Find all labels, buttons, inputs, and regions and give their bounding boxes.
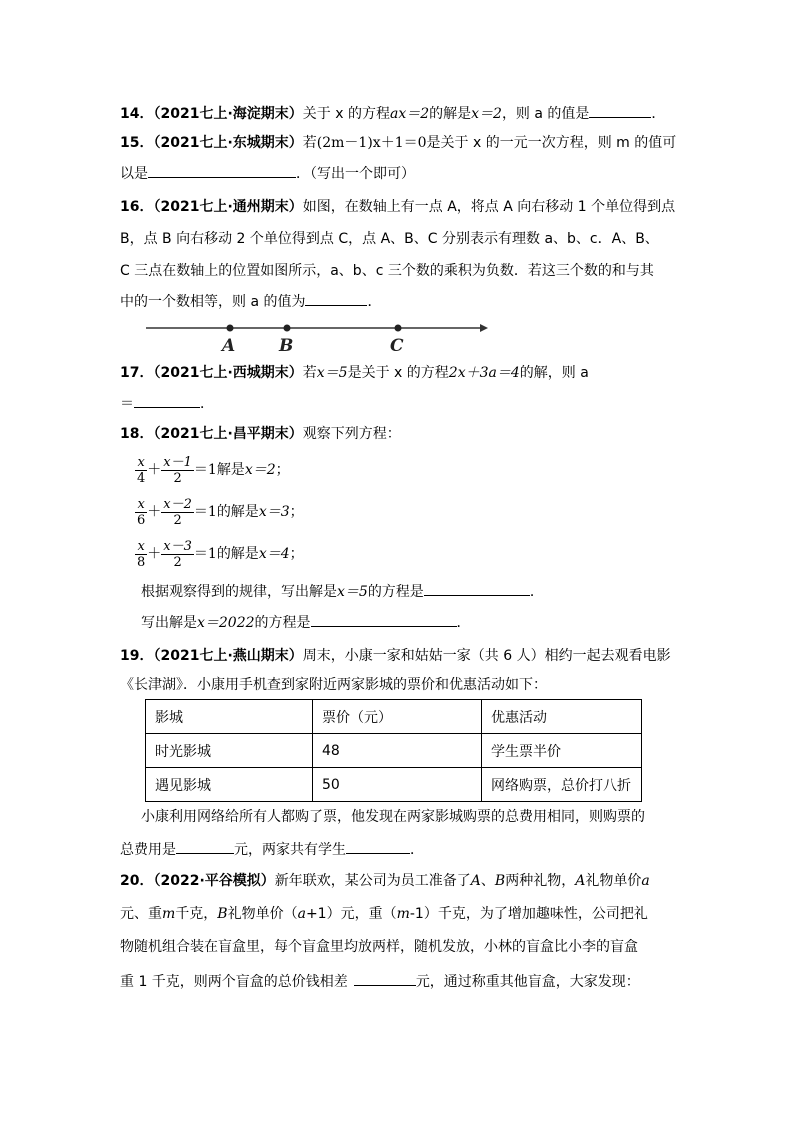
answer-blank[interactable] <box>148 163 296 178</box>
number-line-arrow-icon <box>480 324 488 332</box>
question-20-line-4 <box>120 971 640 992</box>
fraction: $\frac{x}{4}$ <box>137 454 146 486</box>
table-header-cell: 票价（元） <box>313 700 482 734</box>
fraction: $\frac{x-3}{2}$ <box>163 538 192 570</box>
fraction: $\frac{x-2}{2}$ <box>163 496 192 528</box>
math-expression: 2x＋3a＝4 <box>448 365 520 381</box>
math-expression: ax＝2 <box>389 106 430 122</box>
table-cell: 遇见影城 <box>146 768 313 802</box>
question-text: 的方程是 <box>254 615 311 631</box>
question-text: 两种礼物， <box>505 873 576 889</box>
question-source: （2022·平谷模拟） <box>153 873 275 889</box>
equation-2: $\frac{x}{6}$ ＋ $\frac{x-2}{2}$ ＝1的解是x＝3； <box>137 496 304 528</box>
question-text: 写出解是 <box>141 615 197 631</box>
question-text: 是关于 x 的一元一次方程，则 m 的值可 <box>426 135 677 151</box>
equals-sign: ＝ <box>120 396 134 412</box>
point-b-dot <box>284 325 291 332</box>
math-variable: a <box>297 906 306 922</box>
question-text: 千克， <box>175 906 218 922</box>
punctuation: ． <box>200 396 214 412</box>
question-source: （2021七上·海淀期末） <box>153 106 303 122</box>
question-text: 中的一个数相等，则 a 的值为 <box>120 294 306 310</box>
table-row <box>146 734 642 768</box>
table-cell: 时光影城 <box>146 734 313 768</box>
table-cell: 网络购票，总价打八折 <box>482 768 642 802</box>
punctuation: ． <box>456 615 471 631</box>
answer-blank[interactable] <box>305 291 367 306</box>
question-19-line-2: 《长津湖》．小康用手机查到家附近两家影城的票价和优惠活动如下： <box>120 677 547 693</box>
punctuation: ． <box>410 842 424 858</box>
equation-3: $\frac{x}{8}$ ＋ $\frac{x-3}{2}$ ＝1的解是x＝4； <box>137 538 304 570</box>
question-text: -1）千克，为了增加趣味性，公司把礼 <box>409 906 648 922</box>
question-number: 18． <box>120 426 154 442</box>
question-text: +1）元，重（ <box>305 906 397 922</box>
number-line-figure <box>140 316 500 358</box>
point-c-label: C <box>390 336 404 356</box>
question-number: 20． <box>120 873 154 889</box>
point-a-label: A <box>222 336 236 356</box>
table-header-cell: 影城 <box>146 700 313 734</box>
question-text: 根据观察得到的规律，写出解是 <box>141 584 337 600</box>
fraction: $\frac{x}{8}$ <box>137 538 146 570</box>
answer-blank[interactable] <box>589 103 651 118</box>
question-text: 若 <box>302 135 317 151</box>
question-18-ask-1 <box>141 581 544 602</box>
punctuation: ． <box>651 106 666 122</box>
math-variable: m <box>162 906 176 922</box>
table-row <box>146 768 642 802</box>
equation-1: $\frac{x}{4}$ ＋ $\frac{x-1}{2}$ ＝1解是x＝2； <box>137 454 290 486</box>
question-text: 观察下列方程： <box>302 426 401 442</box>
question-16-line-3: C 三点在数轴上的位置如图所示，a、b、c 三个数的乘积为负数．若这三个数的和与其 <box>120 263 654 279</box>
math-expression: x＝5 <box>337 584 368 600</box>
question-text: 元、重 <box>120 906 162 922</box>
question-18-ask-2 <box>141 612 471 633</box>
answer-blank[interactable] <box>311 612 457 627</box>
question-20-line-2 <box>120 904 648 924</box>
question-19-after-2 <box>120 839 424 860</box>
question-text: 的方程是 <box>367 584 424 600</box>
answer-blank[interactable] <box>354 971 416 986</box>
math-variable: B <box>494 873 506 889</box>
math-variable: A <box>470 873 481 889</box>
answer-blank[interactable] <box>424 581 530 596</box>
question-text: 、 <box>480 873 495 889</box>
math-expression: (2m－1)x＋1＝0 <box>316 135 427 151</box>
question-number: 17． <box>120 365 154 381</box>
question-18 <box>120 424 401 444</box>
question-text: 礼物单价 <box>585 873 642 889</box>
question-source: （2021七上·东城期末） <box>153 135 303 151</box>
question-text: 的解，则 a <box>519 365 589 381</box>
math-variable: A <box>575 873 586 889</box>
question-19-after-1: 小康利用网络给所有人都购了票，他发现在两家影城购票的总费用相同，则购票的 <box>141 809 645 825</box>
question-20 <box>120 871 650 891</box>
table-header-cell: 优惠活动 <box>482 700 642 734</box>
cinema-price-table <box>145 699 642 802</box>
fraction: $\frac{x-1}{2}$ <box>163 454 192 486</box>
question-text: 若 <box>302 365 317 381</box>
table-cell: 48 <box>313 734 482 768</box>
math-variable: B <box>217 906 228 922</box>
question-text: 如图，在数轴上有一点 A，将点 A 向右移动 1 个单位得到点 <box>302 199 676 215</box>
math-expression: x＝5 <box>316 365 348 381</box>
question-text: ，则 a 的值是 <box>501 106 590 122</box>
question-text: 总费用是 <box>120 842 176 858</box>
answer-blank[interactable] <box>176 839 234 854</box>
question-14 <box>120 103 665 124</box>
question-text: 以是 <box>120 166 148 182</box>
question-source: （2021七上·通州期末） <box>153 199 303 215</box>
question-text: 新年联欢，某公司为员工准备了 <box>274 873 471 889</box>
punctuation: ． <box>529 584 544 600</box>
question-text: ．（写出一个即可） <box>296 166 415 182</box>
fraction: $\frac{x}{6}$ <box>137 496 146 528</box>
question-19 <box>120 646 671 666</box>
question-16-line-4 <box>120 291 381 312</box>
question-text: 重 1 千克，则两个盲盒的总价钱相差 <box>120 974 348 990</box>
question-number: 19． <box>120 648 154 664</box>
question-16-line-2: B，点 B 向右移动 2 个单位得到点 C，点 A、B、C 分别表示有理数 a、b、c．A、B、 <box>120 231 659 247</box>
question-20-line-3: 物随机组合装在盲盒里，每个盲盒里均放两样，随机发放，小林的盲盒比小李的盲盒 <box>120 939 638 955</box>
question-number: 15． <box>120 135 154 151</box>
question-text: 礼物单价（ <box>227 906 298 922</box>
question-17-line-2 <box>120 393 214 414</box>
point-a-dot <box>227 325 234 332</box>
answer-blank[interactable] <box>346 839 410 854</box>
table-header-row <box>146 700 642 734</box>
question-17 <box>120 363 589 383</box>
question-source: （2021七上·昌平期末） <box>153 426 303 442</box>
table-cell: 50 <box>313 768 482 802</box>
math-variable: m <box>396 906 410 922</box>
math-variable: a <box>641 873 650 889</box>
answer-blank[interactable] <box>134 393 200 408</box>
question-15-line-2 <box>120 163 415 184</box>
question-source: （2021七上·西城期末） <box>153 365 303 381</box>
question-text: 元，通过称重其他盲盒，大家发现： <box>415 974 640 990</box>
question-text: 元，两家共有学生 <box>234 842 346 858</box>
question-15 <box>120 133 676 153</box>
question-source: （2021七上·燕山期末） <box>153 648 303 664</box>
question-text: 是关于 x 的方程 <box>347 365 449 381</box>
point-b-label: B <box>279 336 294 356</box>
table-cell: 学生票半价 <box>482 734 642 768</box>
punctuation: ． <box>367 294 382 310</box>
math-expression: x＝2 <box>471 106 502 122</box>
question-text: 关于 x 的方程 <box>302 106 390 122</box>
question-text: 周末，小康一家和姑姑一家（共 6 人）相约一起去观看电影 <box>302 648 671 664</box>
math-expression: x＝2022 <box>197 615 255 631</box>
question-number: 16． <box>120 199 154 215</box>
question-16 <box>120 197 675 217</box>
question-number: 14． <box>120 106 154 122</box>
point-c-dot <box>395 325 402 332</box>
question-text: 的解是 <box>429 106 472 122</box>
